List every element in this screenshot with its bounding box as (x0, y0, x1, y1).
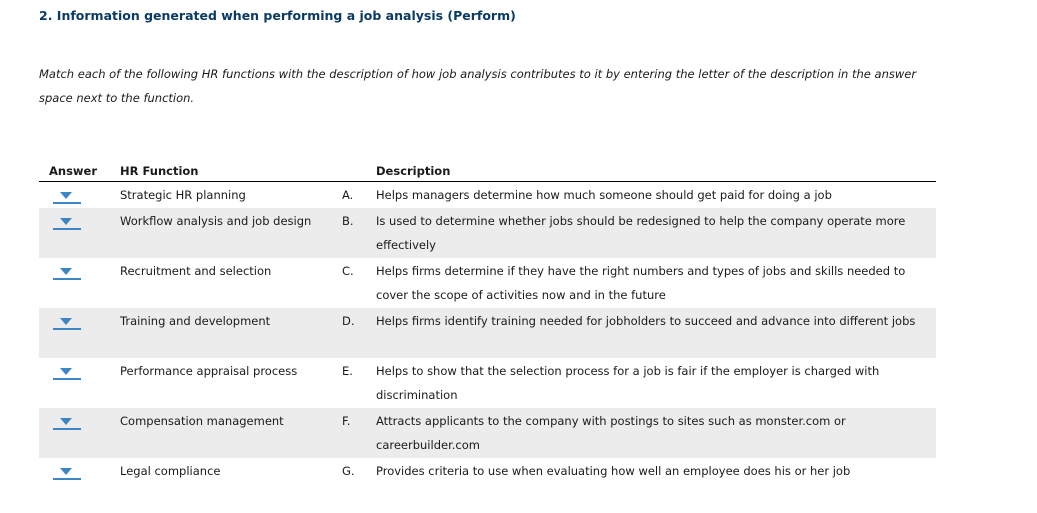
table-row (39, 408, 936, 458)
chevron-down-icon (60, 368, 72, 375)
page-title: 2. Information generated when performing a job analysis (Perform) (39, 8, 516, 23)
chevron-down-icon (60, 268, 72, 275)
description-text: Helps firms determine if they have the right numbers and types of jobs and skills needed to cover the scope of activities now and in the future (376, 264, 906, 302)
table-row (39, 458, 936, 484)
chevron-down-icon (60, 468, 72, 475)
answer-dropdown[interactable] (53, 190, 81, 204)
matching-table (39, 160, 936, 484)
description-letter: C. (342, 264, 354, 278)
table-row (39, 182, 936, 208)
chevron-down-icon (60, 192, 72, 199)
answer-dropdown[interactable] (53, 416, 81, 430)
table-row (39, 208, 936, 258)
hr-function-label: Recruitment and selection (120, 264, 272, 278)
table-row (39, 308, 936, 358)
hr-function-label: Compensation management (120, 414, 284, 428)
hr-function-label: Workflow analysis and job design (120, 214, 312, 228)
answer-dropdown[interactable] (53, 466, 81, 480)
answer-underline (53, 278, 81, 280)
description-text: Helps to show that the selection process for a job is fair if the employer is charged with discrimination (376, 364, 880, 402)
hr-function-label: Strategic HR planning (120, 188, 246, 202)
chevron-down-icon (60, 218, 72, 225)
header-description: Description (376, 164, 451, 178)
answer-dropdown[interactable] (53, 216, 81, 230)
answer-underline (53, 378, 81, 380)
description-text: Is used to determine whether jobs should be redesigned to help the company operate more effectively (376, 214, 906, 252)
table-header (39, 160, 936, 182)
chevron-down-icon (60, 318, 72, 325)
answer-dropdown[interactable] (53, 366, 81, 380)
answer-dropdown[interactable] (53, 266, 81, 280)
hr-function-label: Legal compliance (120, 464, 221, 478)
table-row (39, 258, 936, 308)
description-text: Helps managers determine how much someone should get paid for doing a job (376, 188, 832, 202)
chevron-down-icon (60, 418, 72, 425)
hr-function-label: Training and development (120, 314, 271, 328)
description-letter: F. (342, 414, 351, 428)
description-letter: G. (342, 464, 355, 478)
description-letter: B. (342, 214, 354, 228)
description-letter: A. (342, 188, 354, 202)
answer-underline (53, 228, 81, 230)
answer-dropdown[interactable] (53, 316, 81, 330)
description-letter: E. (342, 364, 353, 378)
description-letter: D. (342, 314, 355, 328)
instructions-text: Match each of the following HR functions with the description of how job analysis contributes to it by entering the letter of the description in the answer space next to the function. (39, 67, 917, 105)
header-hr-function: HR Function (120, 164, 199, 178)
header-answer: Answer (49, 164, 98, 178)
description-text: Provides criteria to use when evaluating how well an employee does his or her job (376, 464, 851, 478)
description-text: Attracts applicants to the company with postings to sites such as monster.com or careerbuilder.com (376, 414, 846, 452)
answer-underline (53, 428, 81, 430)
answer-underline (53, 478, 81, 480)
answer-underline (53, 202, 81, 204)
answer-underline (53, 328, 81, 330)
table-row (39, 358, 936, 408)
description-text: Helps firms identify training needed for jobholders to succeed and advance into different jobs (376, 314, 916, 328)
hr-function-label: Performance appraisal process (120, 364, 298, 378)
